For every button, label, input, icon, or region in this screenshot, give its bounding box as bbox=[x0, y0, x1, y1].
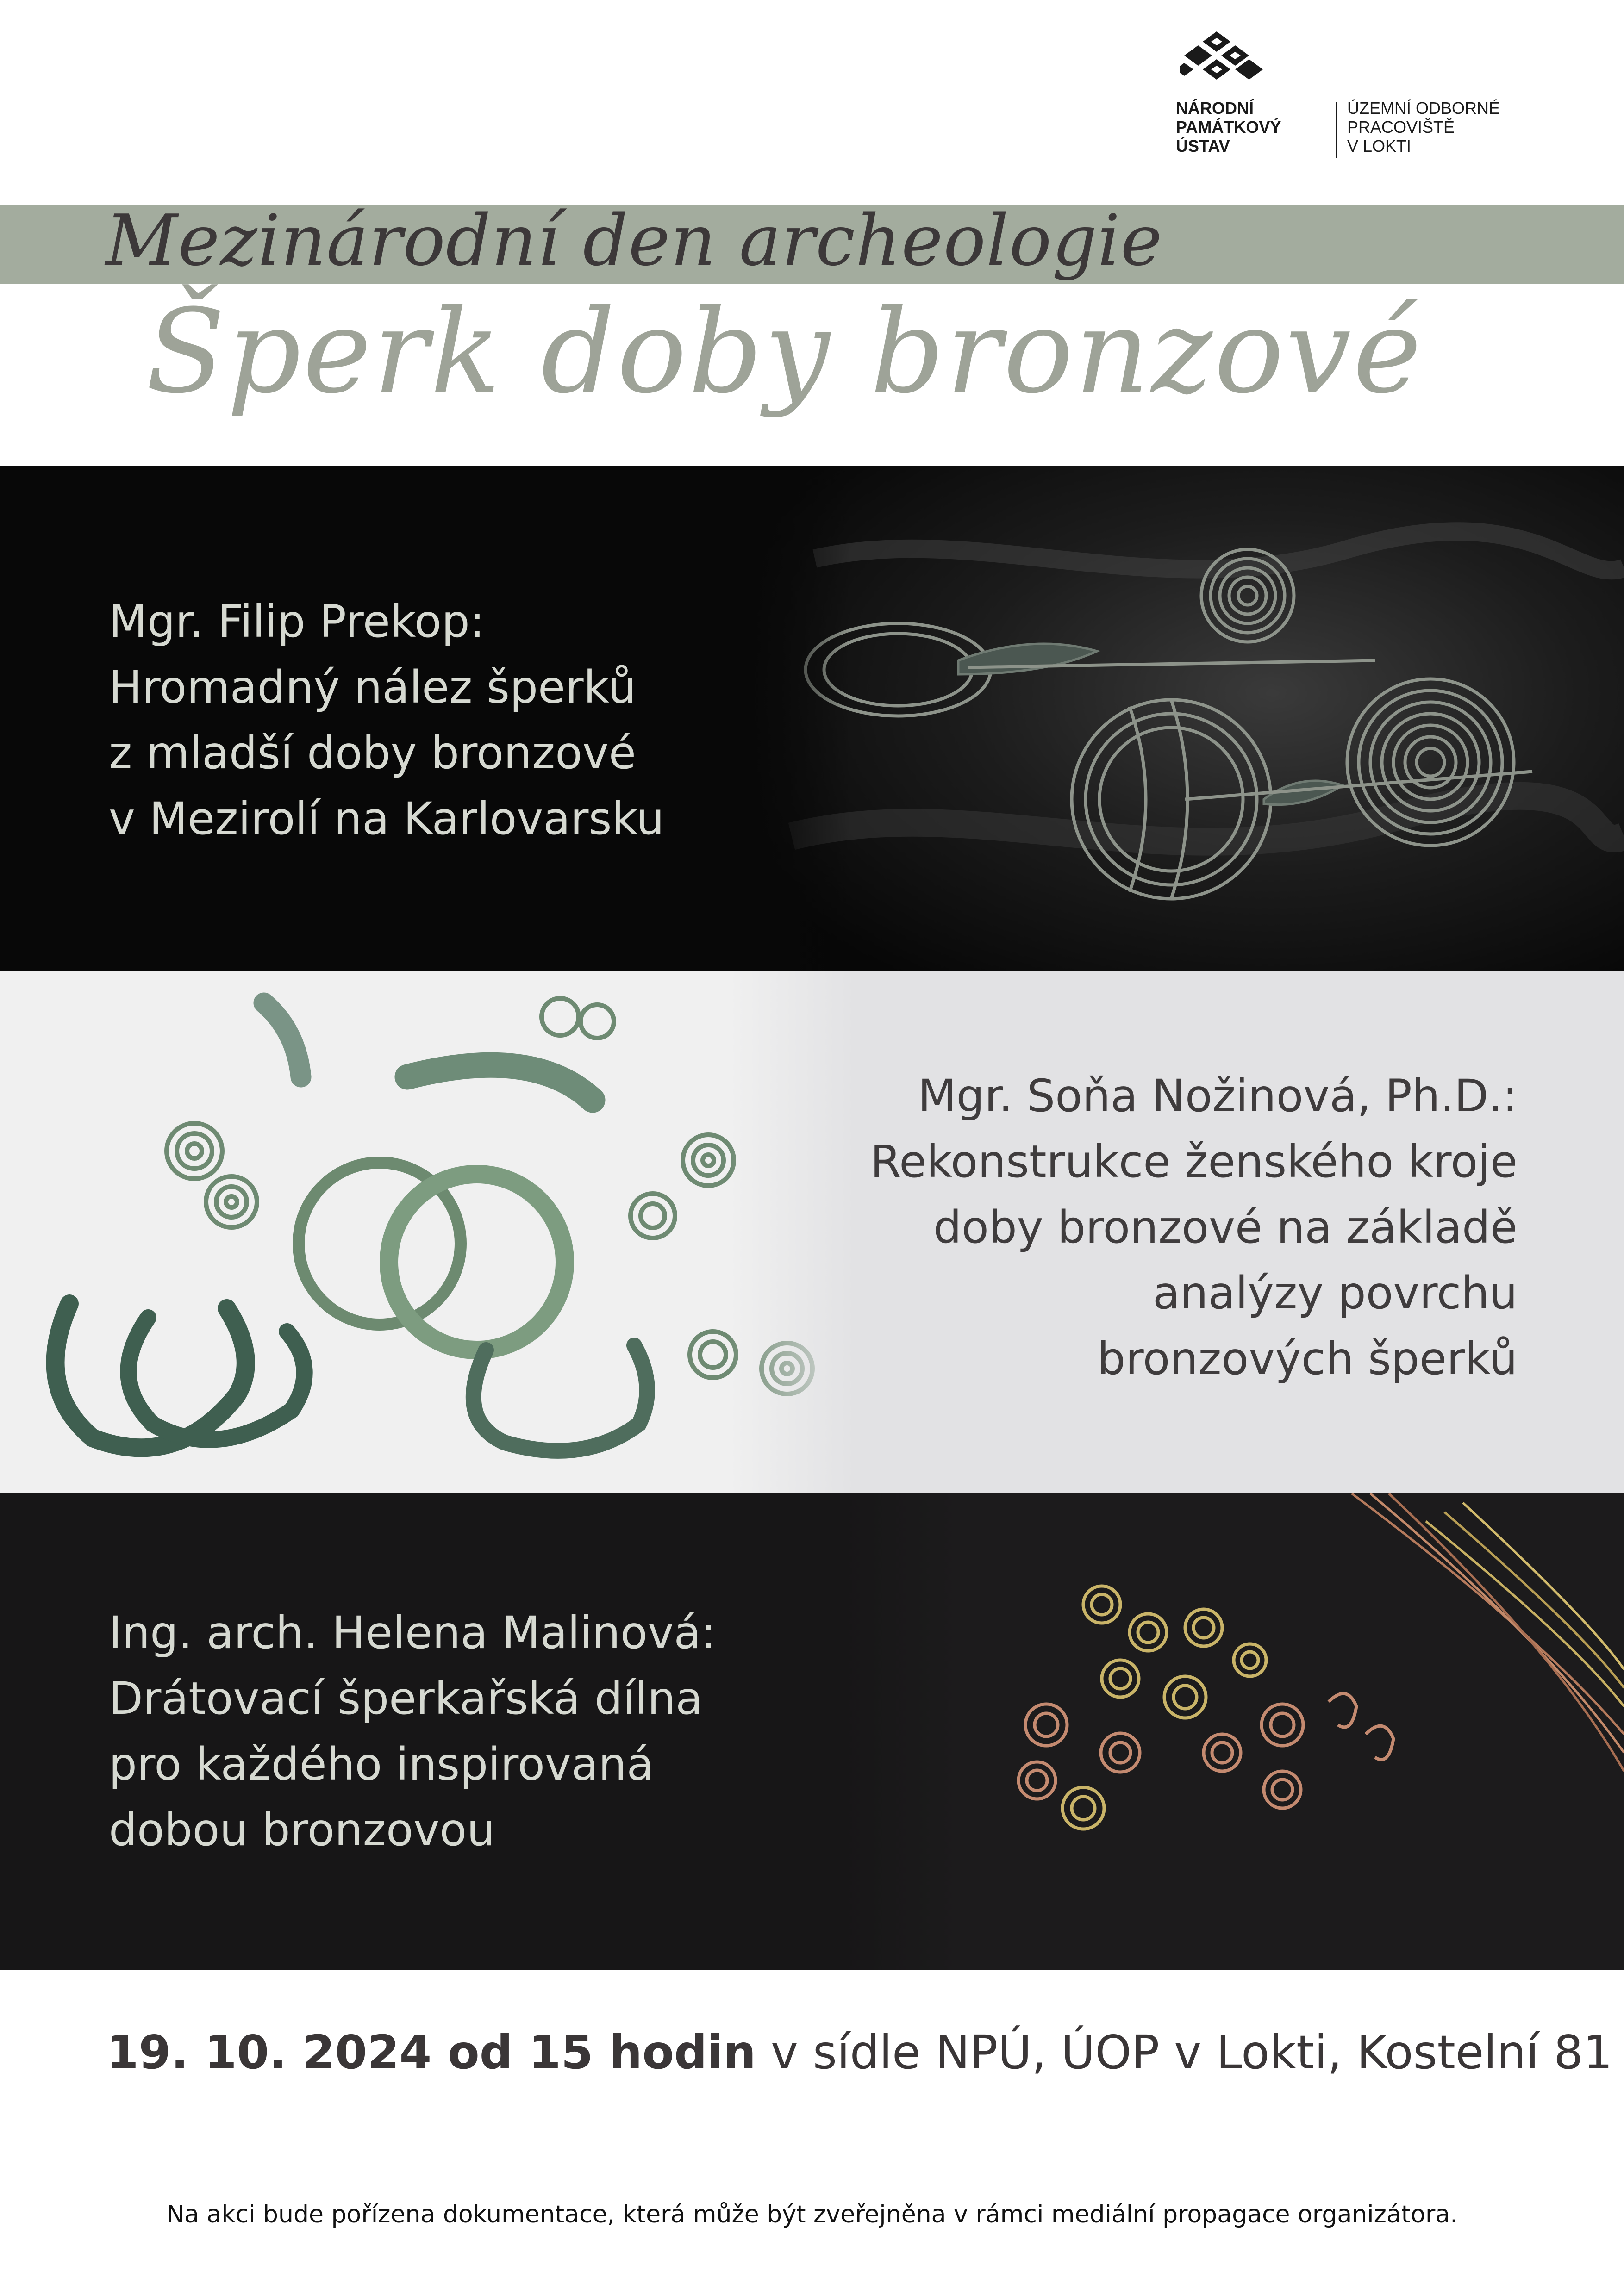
event-place: v sídle NPÚ, ÚOP v Lokti, Kostelní 81 bbox=[756, 2025, 1613, 2079]
npu-logo bbox=[1176, 31, 1518, 170]
event-title: Šperk doby bronzové bbox=[146, 284, 1424, 419]
event-date-time: 19. 10. 2024 od 15 hodin bbox=[106, 2025, 756, 2079]
npu-logo-mark-icon bbox=[1180, 31, 1268, 92]
bronze-spiral-brooches-photo bbox=[745, 466, 1624, 971]
talk-3-text: Ing. arch. Helena Malinová: Drátovací šperkařská dílna pro každého inspirovaná dobou bronzovou bbox=[109, 1607, 716, 1856]
talk-section-3 bbox=[0, 1493, 1624, 1970]
wire-jewelry-photo bbox=[843, 1493, 1624, 1970]
documentation-note: Na akci bude pořízena dokumentace, která může být zveřejněna v rámci mediální propagace organizátora. bbox=[166, 2201, 1458, 2228]
logo-divider bbox=[1336, 102, 1337, 158]
talk-1-text: Mgr. Filip Prekop: Hromadný nález šperků z mladší doby bronzové v Mezirolí na Karlovarsku bbox=[109, 596, 664, 845]
event-date-place bbox=[106, 2020, 1612, 2085]
talk-section-2 bbox=[0, 971, 1624, 1493]
bronze-rings-and-spirals-photo bbox=[0, 971, 856, 1493]
logo-department: ÚZEMNÍ ODBORNÉ PRACOVIŠTĚ V LOKTI bbox=[1347, 99, 1500, 156]
talk-section-1 bbox=[0, 466, 1624, 971]
talk-2-text: Mgr. Soňa Nožinová, Ph.D.: Rekonstrukce ženského kroje doby bronzové na základě analýzy povrchu bronzových šperků bbox=[870, 1070, 1518, 1385]
event-subtitle: Mezinárodní den archeologie bbox=[106, 199, 1163, 281]
logo-institution-name: NÁRODNÍ PAMÁTKOVÝ ÚSTAV bbox=[1176, 99, 1281, 156]
